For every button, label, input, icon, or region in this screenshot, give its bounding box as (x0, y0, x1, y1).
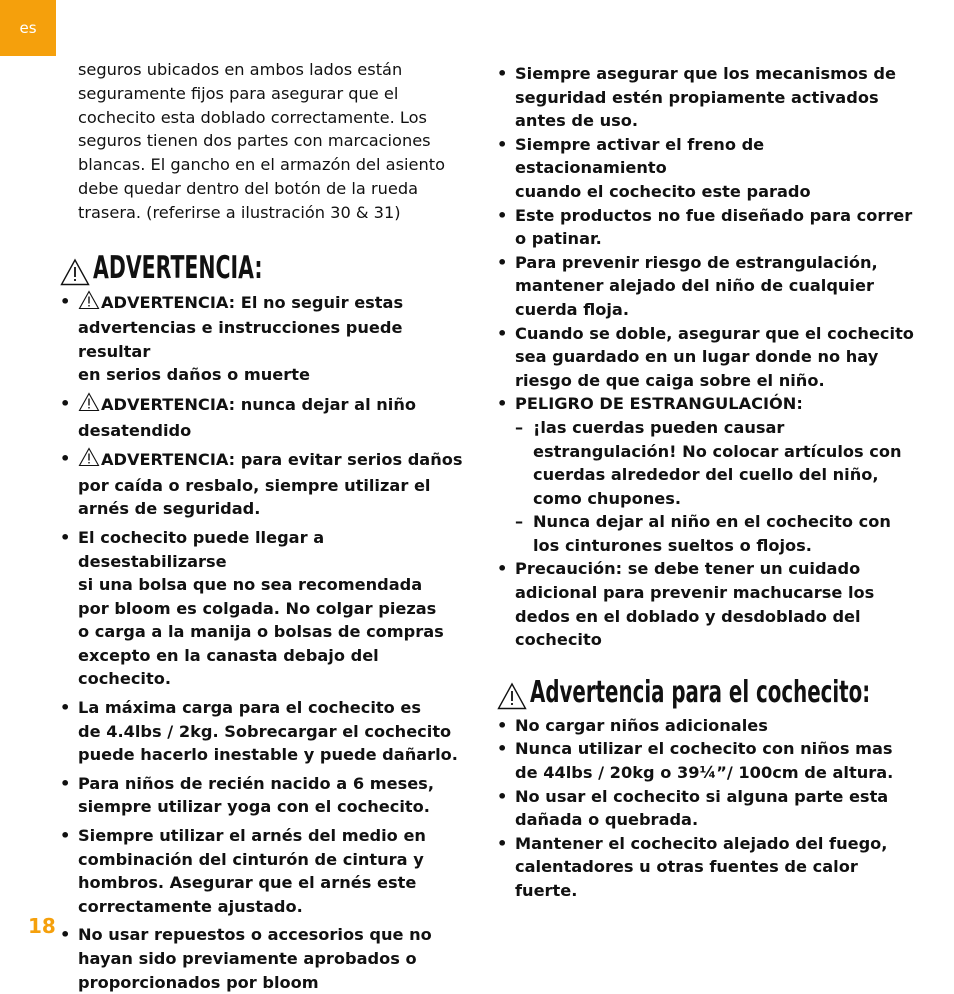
list-item-text (515, 834, 887, 900)
warning-triangle-icon (78, 392, 100, 419)
list-item (60, 696, 465, 767)
text-line: Mantener el cochecito alejado del fuego, (515, 833, 888, 853)
text-line: PELIGRO DE ESTRANGULACIÓN: (515, 394, 803, 414)
intro-line: debe quedar dentro del botón de la rueda (78, 178, 419, 198)
language-tab (0, 0, 56, 56)
text-line: No cargar niños adicionales (515, 715, 768, 735)
list-item-text (515, 787, 888, 830)
text-line: por caída o resbalo, siempre utilizar el (78, 475, 431, 495)
bullet: • (60, 925, 71, 945)
text-line: arnés de seguridad. (78, 499, 261, 519)
bullet: • (497, 833, 508, 853)
list-item-text (78, 293, 403, 385)
bullet: • (60, 449, 71, 469)
list-item-text (78, 528, 444, 689)
list-item (497, 204, 917, 251)
list-item (497, 714, 917, 738)
language-label: es (19, 19, 37, 37)
warning-heading-text: ADVERTENCIA: (93, 249, 263, 286)
warning-heading (60, 250, 465, 286)
bullet: • (60, 826, 71, 846)
list-item (497, 62, 917, 133)
list-item (60, 526, 465, 691)
bullet: • (497, 786, 508, 806)
list-item-text (515, 559, 874, 649)
text-line: siempre utilizar yoga con el cochecito. (78, 797, 430, 817)
text-line: estrangulación! No colocar artículos con (533, 441, 902, 461)
sub-item (515, 416, 917, 510)
list-item (497, 785, 917, 832)
text-line: No usar repuestos o accesorios que no (78, 925, 432, 945)
list-item (497, 133, 917, 204)
text-line: como chupones. (533, 488, 681, 508)
intro-line: seguramente fijos para asegurar que el (78, 83, 399, 103)
text-line: o patinar. (515, 229, 602, 249)
dash: – (515, 512, 524, 532)
text-line: ADVERTENCIA: El no seguir estas (101, 292, 404, 312)
text-line: seguridad estén propiamente activados (515, 87, 879, 107)
bullet: • (60, 773, 71, 793)
list-item (60, 392, 465, 442)
list-item (60, 824, 465, 918)
text-line: cuerda floja. (515, 299, 629, 319)
bullet: • (497, 134, 508, 154)
text-line: desatendido (78, 420, 192, 440)
bullet: • (497, 205, 508, 225)
text-line: los cinturones sueltos o flojos. (533, 535, 812, 555)
list-item (497, 737, 917, 784)
list-item-text (78, 698, 458, 764)
warning-triangle-icon (78, 290, 100, 317)
text-line: de 4.4lbs / 2kg. Sobrecargar el cochecito (78, 721, 452, 741)
list-item-text (515, 64, 896, 130)
bullet: • (60, 698, 71, 718)
list-item-text (515, 324, 914, 390)
text-line: dedos en el doblado y desdoblado del (515, 606, 861, 626)
text-line: si una bolsa que no sea recomendada (78, 575, 423, 595)
list-item (60, 923, 465, 994)
bullet: • (497, 739, 508, 759)
text-line: Nunca dejar al niño en el cochecito con (533, 512, 891, 532)
text-line: El cochecito puede llegar a desestabilizarse (78, 527, 325, 571)
list-item (60, 772, 465, 819)
list-item-text (78, 925, 432, 991)
list-item-text (78, 774, 434, 817)
text-line: Para niños de recién nacido a 6 meses, (78, 773, 434, 793)
list-item-text (78, 395, 416, 440)
stroller-warning-heading-text: Advertencia para el cochecito: (530, 674, 871, 710)
text-line: hayan sido previamente aprobados o (78, 949, 417, 969)
intro-line: cochecito esta doblado correctamente. Los (78, 107, 427, 127)
warning-list (60, 290, 465, 994)
text-line: antes de uso. (515, 111, 639, 131)
text-line: calentadores u otras fuentes de calor fuerte. (515, 857, 858, 900)
text-line: combinación del cinturón de cintura y (78, 849, 424, 869)
intro-line: seguros tienen dos partes con marcaciones (78, 131, 431, 151)
warning-triangle-icon (497, 682, 527, 710)
text-line: dañada o quebrada. (515, 810, 699, 830)
bullet: • (60, 527, 71, 547)
text-line: ADVERTENCIA: nunca dejar al niño (101, 394, 416, 414)
text-line: riesgo de que caiga sobre el niño. (515, 370, 825, 390)
intro-line: trasera. (referirse a ilustración 30 & 31) (78, 202, 401, 222)
list-item (497, 392, 917, 557)
text-line: Siempre asegurar que los mecanismos de (515, 64, 896, 83)
text-line: proporcionados por bloom (78, 972, 319, 992)
text-line: por bloom es colgada. No colgar piezas (78, 598, 437, 618)
bullet: • (497, 394, 508, 414)
bullet: • (497, 559, 508, 579)
text-line: sea guardado en un lugar donde no hay (515, 347, 879, 367)
list-item-text (515, 206, 912, 249)
text-line: Siempre activar el freno de estacionamiento (515, 134, 765, 178)
left-column (60, 58, 465, 994)
text-line: cuando el cochecito este parado (515, 181, 811, 201)
text-line: adicional para prevenir machucarse los (515, 583, 875, 603)
intro-line: blancas. El gancho en el armazón del asiento (78, 155, 445, 175)
right-column (497, 58, 917, 903)
bullet: • (60, 393, 71, 413)
list-item-text (515, 394, 803, 413)
text-line: Para prevenir riesgo de estrangulación, (515, 252, 878, 272)
text-line: Nunca utilizar el cochecito con niños mas (515, 739, 893, 759)
warning-list-continued (497, 62, 917, 652)
text-line: hombros. Asegurar que el arnés este (78, 873, 417, 893)
list-item-text (78, 450, 463, 518)
bullet: • (497, 252, 508, 272)
list-item-text (515, 253, 878, 319)
text-line: Precaución: se debe tener un cuidado (515, 559, 861, 579)
bullet: • (497, 64, 508, 83)
text-line: ¡las cuerdas pueden causar (533, 417, 785, 437)
list-item-text (515, 135, 811, 201)
intro-paragraph (60, 58, 465, 225)
text-line: Este productos no fue diseñado para correr (515, 205, 913, 225)
text-line: No usar el cochecito si alguna parte esta (515, 786, 889, 806)
text-line: excepto en la canasta debajo del cochecito. (78, 645, 379, 689)
text-line: puede hacerlo inestable y puede dañarlo. (78, 745, 458, 765)
text-line: cochecito (515, 630, 602, 650)
warning-triangle-icon (78, 447, 100, 474)
page-number: 18 (28, 914, 56, 938)
bullet: • (497, 323, 508, 343)
warning-triangle-icon (60, 258, 90, 286)
list-item-text (515, 739, 893, 782)
list-item (60, 290, 465, 387)
dash: – (515, 417, 524, 437)
text-line: o carga a la manija o bolsas de compras (78, 622, 444, 642)
bullet: • (497, 715, 508, 735)
text-line: mantener alejado del niño de cualquier (515, 276, 874, 296)
list-item (497, 832, 917, 903)
stroller-warning-list (497, 714, 917, 903)
text-line: cuerdas alrededor del cuello del niño, (533, 465, 879, 485)
text-line: correctamente ajustado. (78, 896, 303, 916)
text-line: Cuando se doble, asegurar que el cochecito (515, 323, 914, 343)
list-item (60, 447, 465, 521)
sub-item (515, 510, 917, 557)
stroller-warning-heading (497, 674, 917, 710)
text-line: ADVERTENCIA: para evitar serios daños (101, 450, 463, 470)
bullet: • (60, 291, 71, 311)
text-line: en serios daños o muerte (78, 365, 310, 385)
list-item-text (515, 716, 768, 735)
text-line: advertencias e instrucciones puede resultar (78, 318, 403, 361)
text-line: Siempre utilizar el arnés del medio en (78, 826, 426, 846)
intro-line: seguros ubicados en ambos lados están (78, 60, 403, 79)
list-item (497, 251, 917, 322)
text-line: La máxima carga para el cochecito es (78, 698, 422, 718)
list-item (497, 557, 917, 651)
list-item-text (78, 826, 426, 916)
text-line: de 44lbs / 20kg o 39¼”/ 100cm de altura. (515, 763, 894, 783)
list-item (497, 322, 917, 393)
